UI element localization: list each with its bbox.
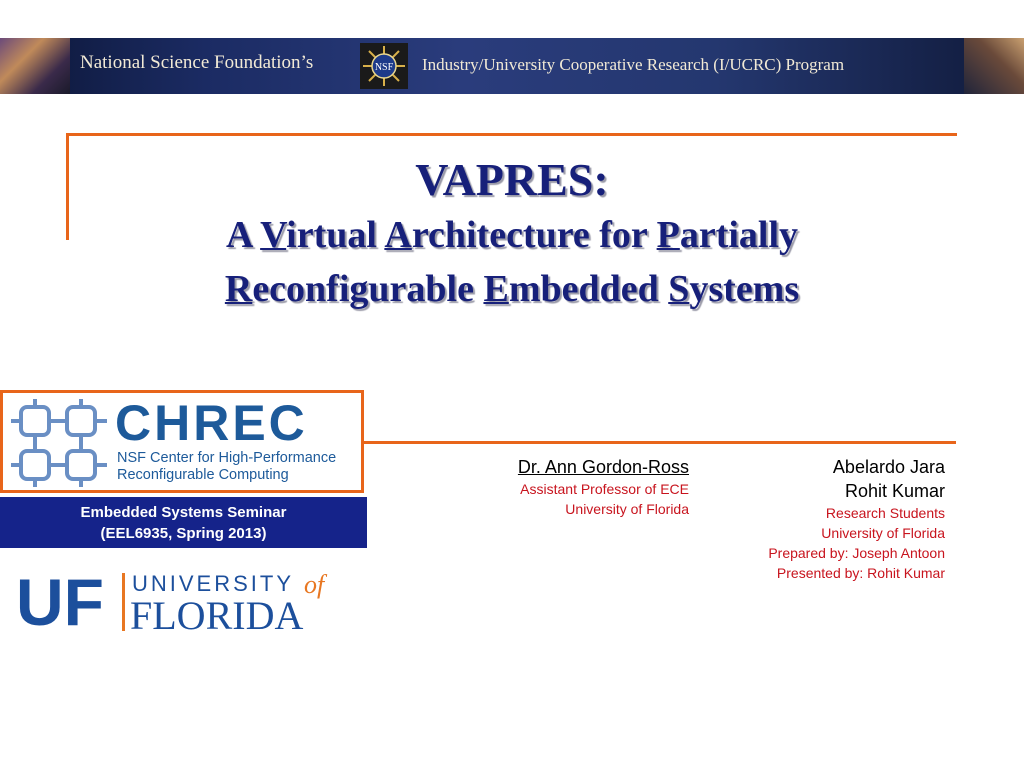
nsf-banner: [0, 38, 1024, 94]
title-seg: A: [225, 214, 261, 256]
title-seg: econfigurable: [252, 268, 484, 310]
uf-state: FLORIDA: [130, 593, 304, 635]
author-left: [400, 455, 689, 519]
author-left-title: Assistant Professor of ECE: [520, 481, 689, 497]
seminar-label: [0, 497, 367, 548]
author-left-affiliation: University of Florida: [565, 501, 689, 517]
author-right-role: Research Students: [825, 505, 945, 521]
banner-photo-right: [964, 38, 1024, 94]
chrec-subtitle-2: Reconfigurable Computing: [117, 467, 289, 483]
chrec-logo: [0, 390, 364, 493]
author-right: [700, 455, 945, 583]
title-seg-underlined: P: [656, 214, 680, 256]
uf-logo: [16, 565, 348, 635]
title-line-1: [60, 208, 964, 262]
banner-iucrc-text: Industry/University Cooperative Research (I/UCRC) Program: [422, 55, 845, 74]
uf-university: UNIVERSITY: [132, 571, 295, 596]
frame-top-line: [66, 133, 957, 136]
title-seg: artially: [679, 214, 799, 256]
banner-nsf-text: National Science Foundation’s: [80, 52, 314, 73]
uf-initials: UF: [16, 565, 104, 635]
title-seg-underlined: A: [384, 214, 412, 256]
title-seg-underlined: R: [224, 268, 253, 310]
author-right-name-2: Rohit Kumar: [844, 481, 945, 501]
author-left-name: Dr. Ann Gordon-Ross: [517, 457, 689, 477]
title-seg-underlined: E: [483, 268, 509, 310]
title-line-2: [60, 262, 964, 316]
chrec-wordmark: CHREC: [115, 395, 308, 451]
title-seg: irtual: [286, 214, 385, 256]
banner-photo-left: [0, 38, 70, 94]
title-main: VAPRES:: [415, 154, 609, 205]
author-right-affiliation: University of Florida: [821, 525, 945, 541]
chrec-subtitle-1: NSF Center for High-Performance: [117, 450, 337, 466]
title-seg: mbedded: [508, 268, 669, 310]
title-seg: rchitecture for: [411, 214, 657, 256]
slide-title: [60, 152, 964, 316]
title-seg: ystems: [689, 268, 800, 310]
chrec-circuit-icon: [11, 399, 107, 487]
nsf-logo-icon: [360, 43, 408, 89]
title-seg-underlined: V: [260, 214, 287, 256]
author-right-prepared: Prepared by: Joseph Antoon: [768, 545, 945, 561]
uf-divider: [122, 573, 125, 631]
author-right-presented: Presented by: Rohit Kumar: [776, 565, 945, 581]
seminar-line-1: Embedded Systems Seminar: [80, 504, 287, 521]
author-right-name-1: Abelardo Jara: [832, 457, 945, 477]
uf-of: of: [304, 570, 325, 599]
frame-mid-line: [364, 441, 956, 444]
title-seg-underlined: S: [668, 268, 690, 310]
seminar-line-2: (EEL6935, Spring 2013): [100, 525, 267, 542]
svg-text:NSF: NSF: [374, 62, 394, 73]
